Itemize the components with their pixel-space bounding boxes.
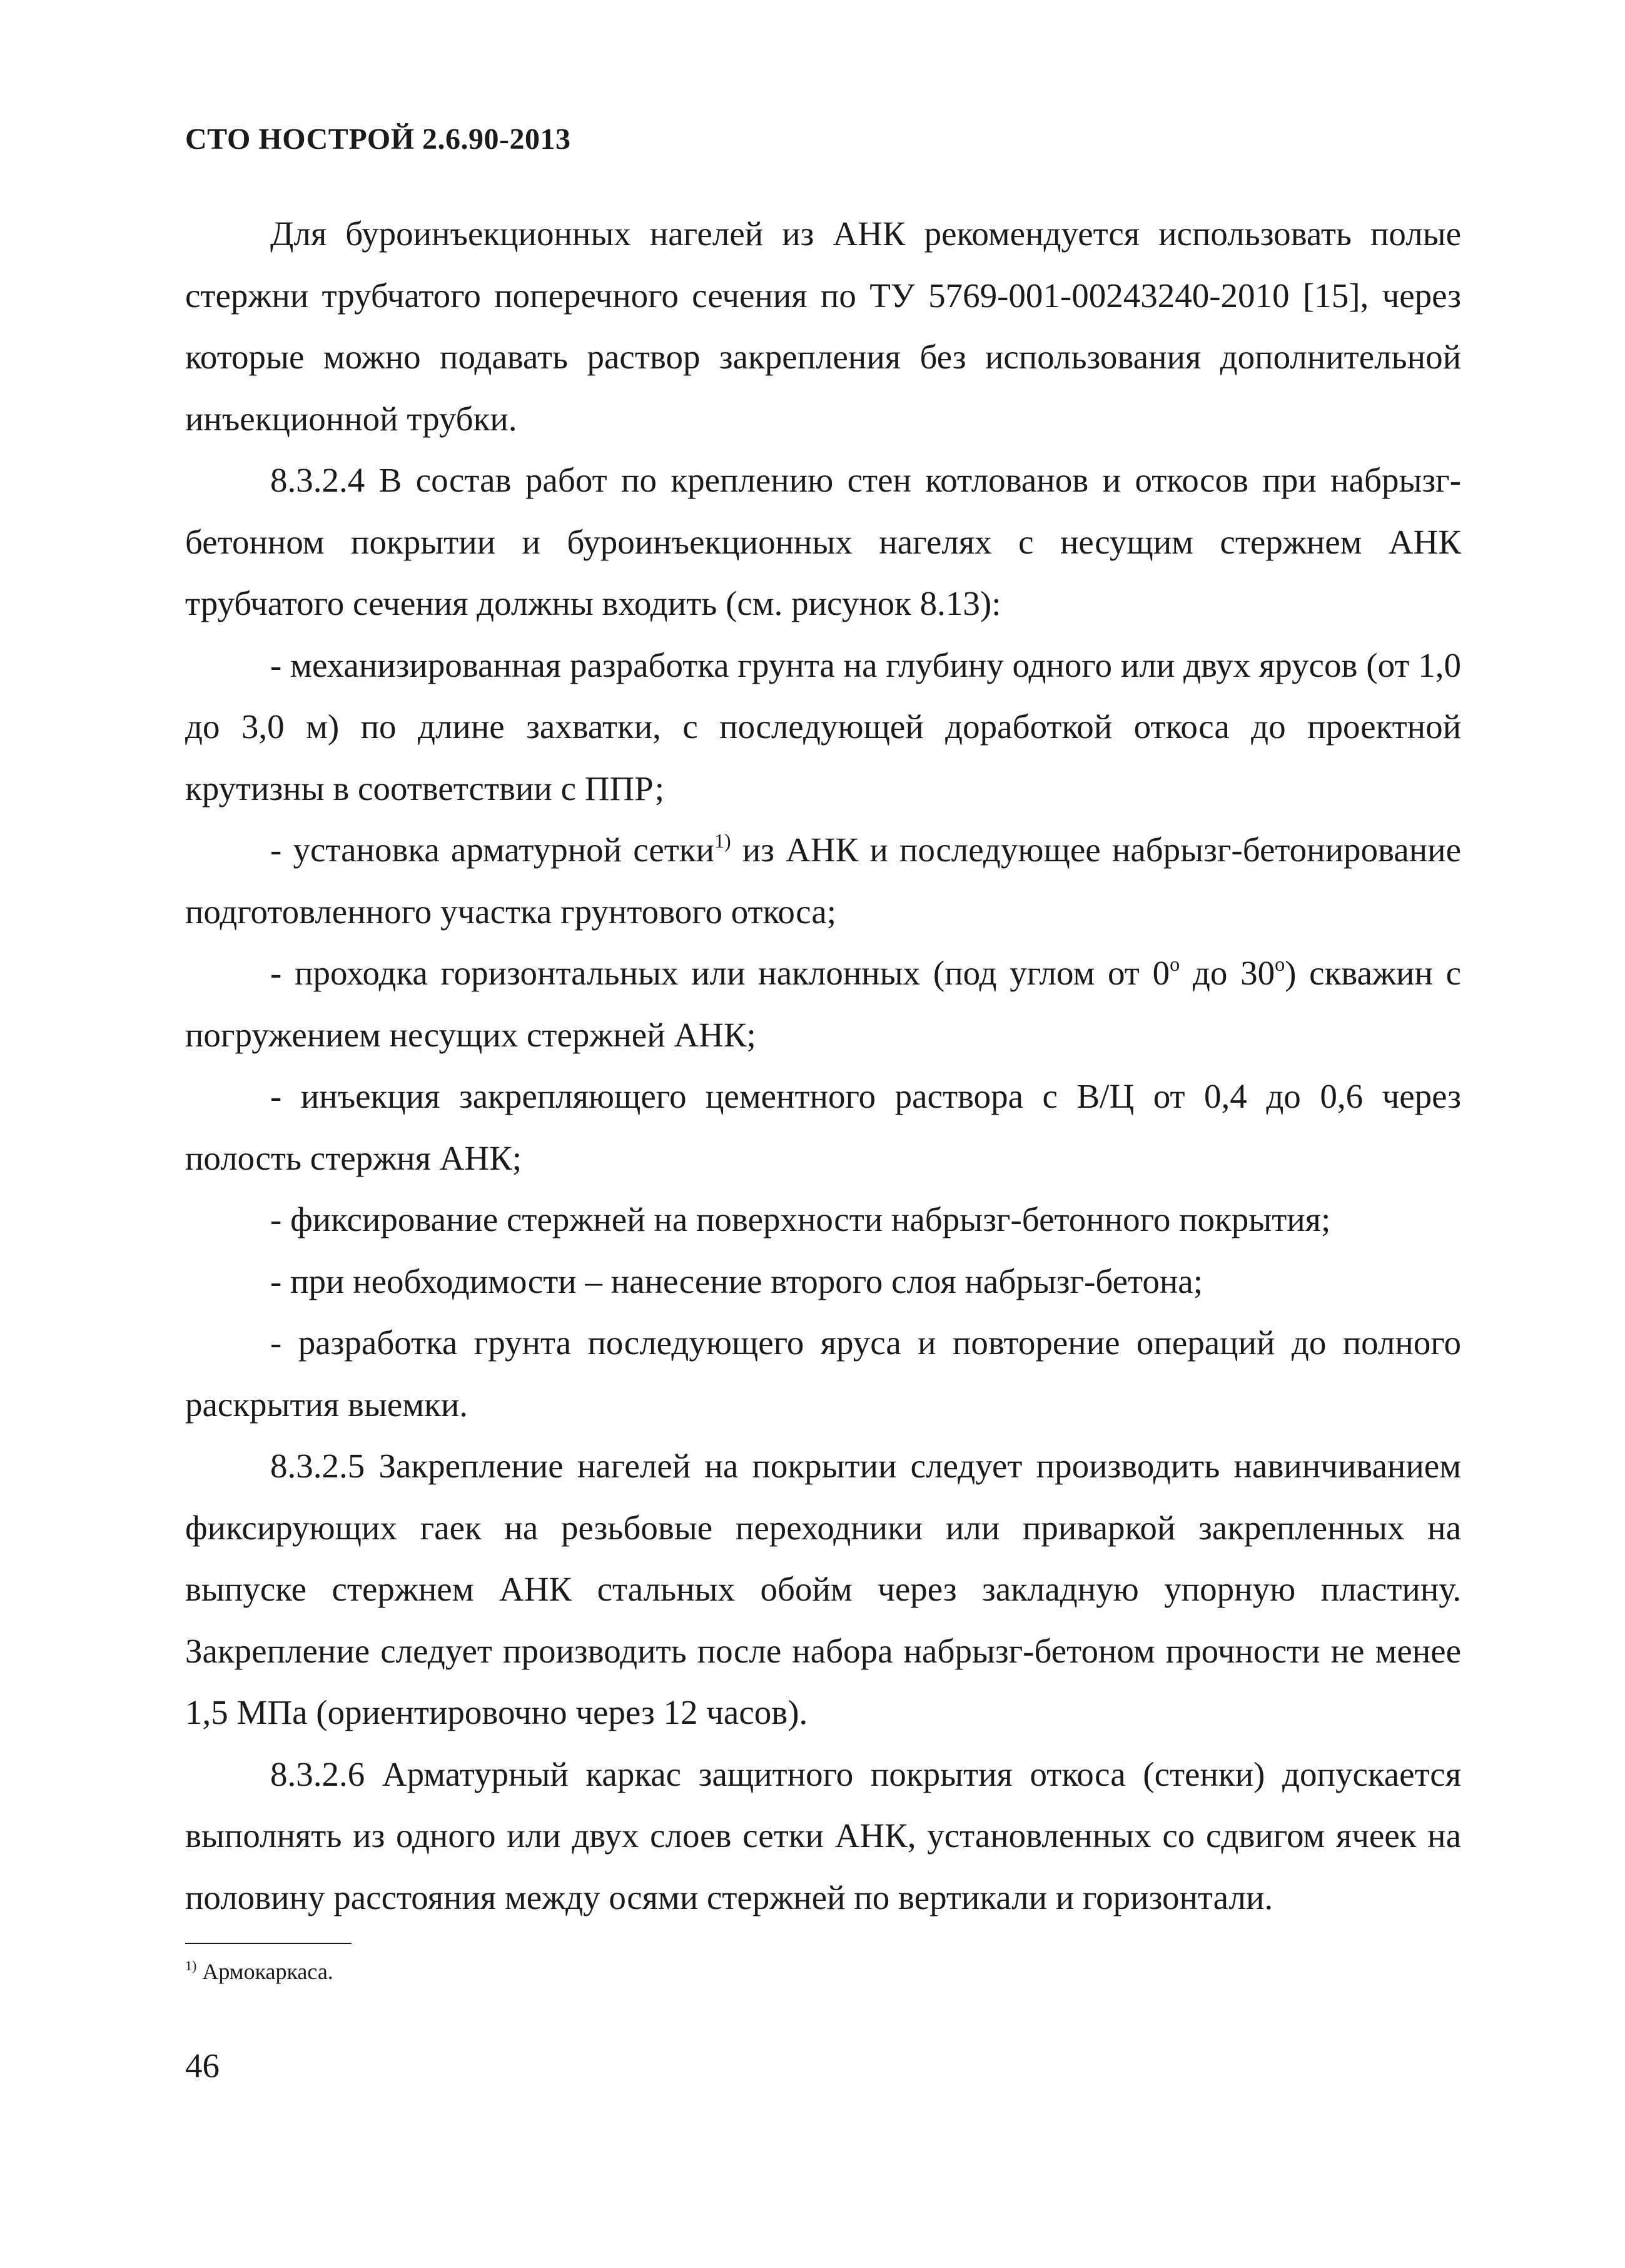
list-item-drilling: [185, 943, 1461, 1066]
footnote-marker: 1): [185, 1958, 197, 1973]
list-item-injection: - инъекция закрепляющего цементного раствора с В/Ц от 0,4 до 0,6 через полость стержня АНК;: [185, 1077, 1461, 1177]
footnote-text: Армокаркаса.: [196, 1959, 333, 1984]
paragraph-8-3-2-5: 8.3.2.5 Закрепление нагелей на покрытии следует производить навинчиванием фиксирующих гаек на резьбовые переходники или приваркой закрепленных на выпуске стержнем АНК стальных обойм через закладную упорную пластину. Закрепление следует производить после набора набрызг-бетоном прочности не менее 1,5 МПа (ориентировочно через 12 часов).: [185, 1447, 1461, 1731]
footnote: [185, 1957, 333, 1987]
paragraph-hollow-rods: Для буроинъекционных нагелей из АНК рекомендуется использовать полые стержни трубчатого поперечного сечения по ТУ 5769-001-00243240-2010 [15], через которые можно подавать раствор закрепления без использования дополнительной инъекционной трубки.: [185, 215, 1461, 438]
degree-sign: о: [1170, 953, 1180, 975]
footnote-separator: [185, 1943, 352, 1944]
footnote-reference: 1): [714, 829, 731, 852]
list-item-drilling-text-start: - проходка горизонтальных или наклонных (под углом от 0: [270, 954, 1170, 992]
list-item-drilling-text-end: ) скважин с погружением несущих стержней АНК;: [185, 954, 1461, 1054]
body-text: [185, 203, 1461, 1928]
list-item-mesh-text-end: из АНК и последующее набрызг-бетонирование подготовленного участка грунтового откоса;: [185, 831, 1461, 931]
list-item-mesh-installation: [185, 819, 1461, 943]
paragraph-8-3-2-4: 8.3.2.4 В состав работ по креплению стен котлованов и откосов при набрызг-бетонном покрытии и буроинъекционных нагелях с несущим стержнем АНК трубчатого сечения должны входить (см. рисунок 8.13):: [185, 461, 1461, 622]
running-header: СТО НОСТРОЙ 2.6.90-2013: [185, 123, 571, 156]
list-item-drilling-text-middle: до 30: [1180, 954, 1275, 992]
list-item-fixing: - фиксирование стержней на поверхности набрызг-бетонного покрытия;: [270, 1200, 1331, 1238]
paragraph-8-3-2-6: 8.3.2.6 Арматурный каркас защитного покрытия откоса (стенки) допускается выполнять из одного или двух слоев сетки АНК, установленных со сдвигом ячеек на половину расстояния между осями стержней по вертикали и горизонтали.: [185, 1754, 1461, 1916]
list-item-mesh-text-start: - установка арматурной сетки: [270, 831, 714, 869]
list-item-second-layer: - при необходимости – нанесение второго слоя набрызг-бетона;: [270, 1262, 1203, 1300]
list-item-excavation: - механизированная разработка грунта на глубину одного или двух ярусов (от 1,0 до 3,0 м) по длине захватки, с последующей доработкой откоса до проектной крутизны в соответствии с ППР;: [185, 645, 1461, 807]
page-number: 46: [185, 2047, 220, 2085]
degree-sign: о: [1275, 953, 1285, 975]
list-item-next-tier: - разработка грунта последующего яруса и повторение операций до полного раскрытия выемки.: [185, 1324, 1461, 1424]
